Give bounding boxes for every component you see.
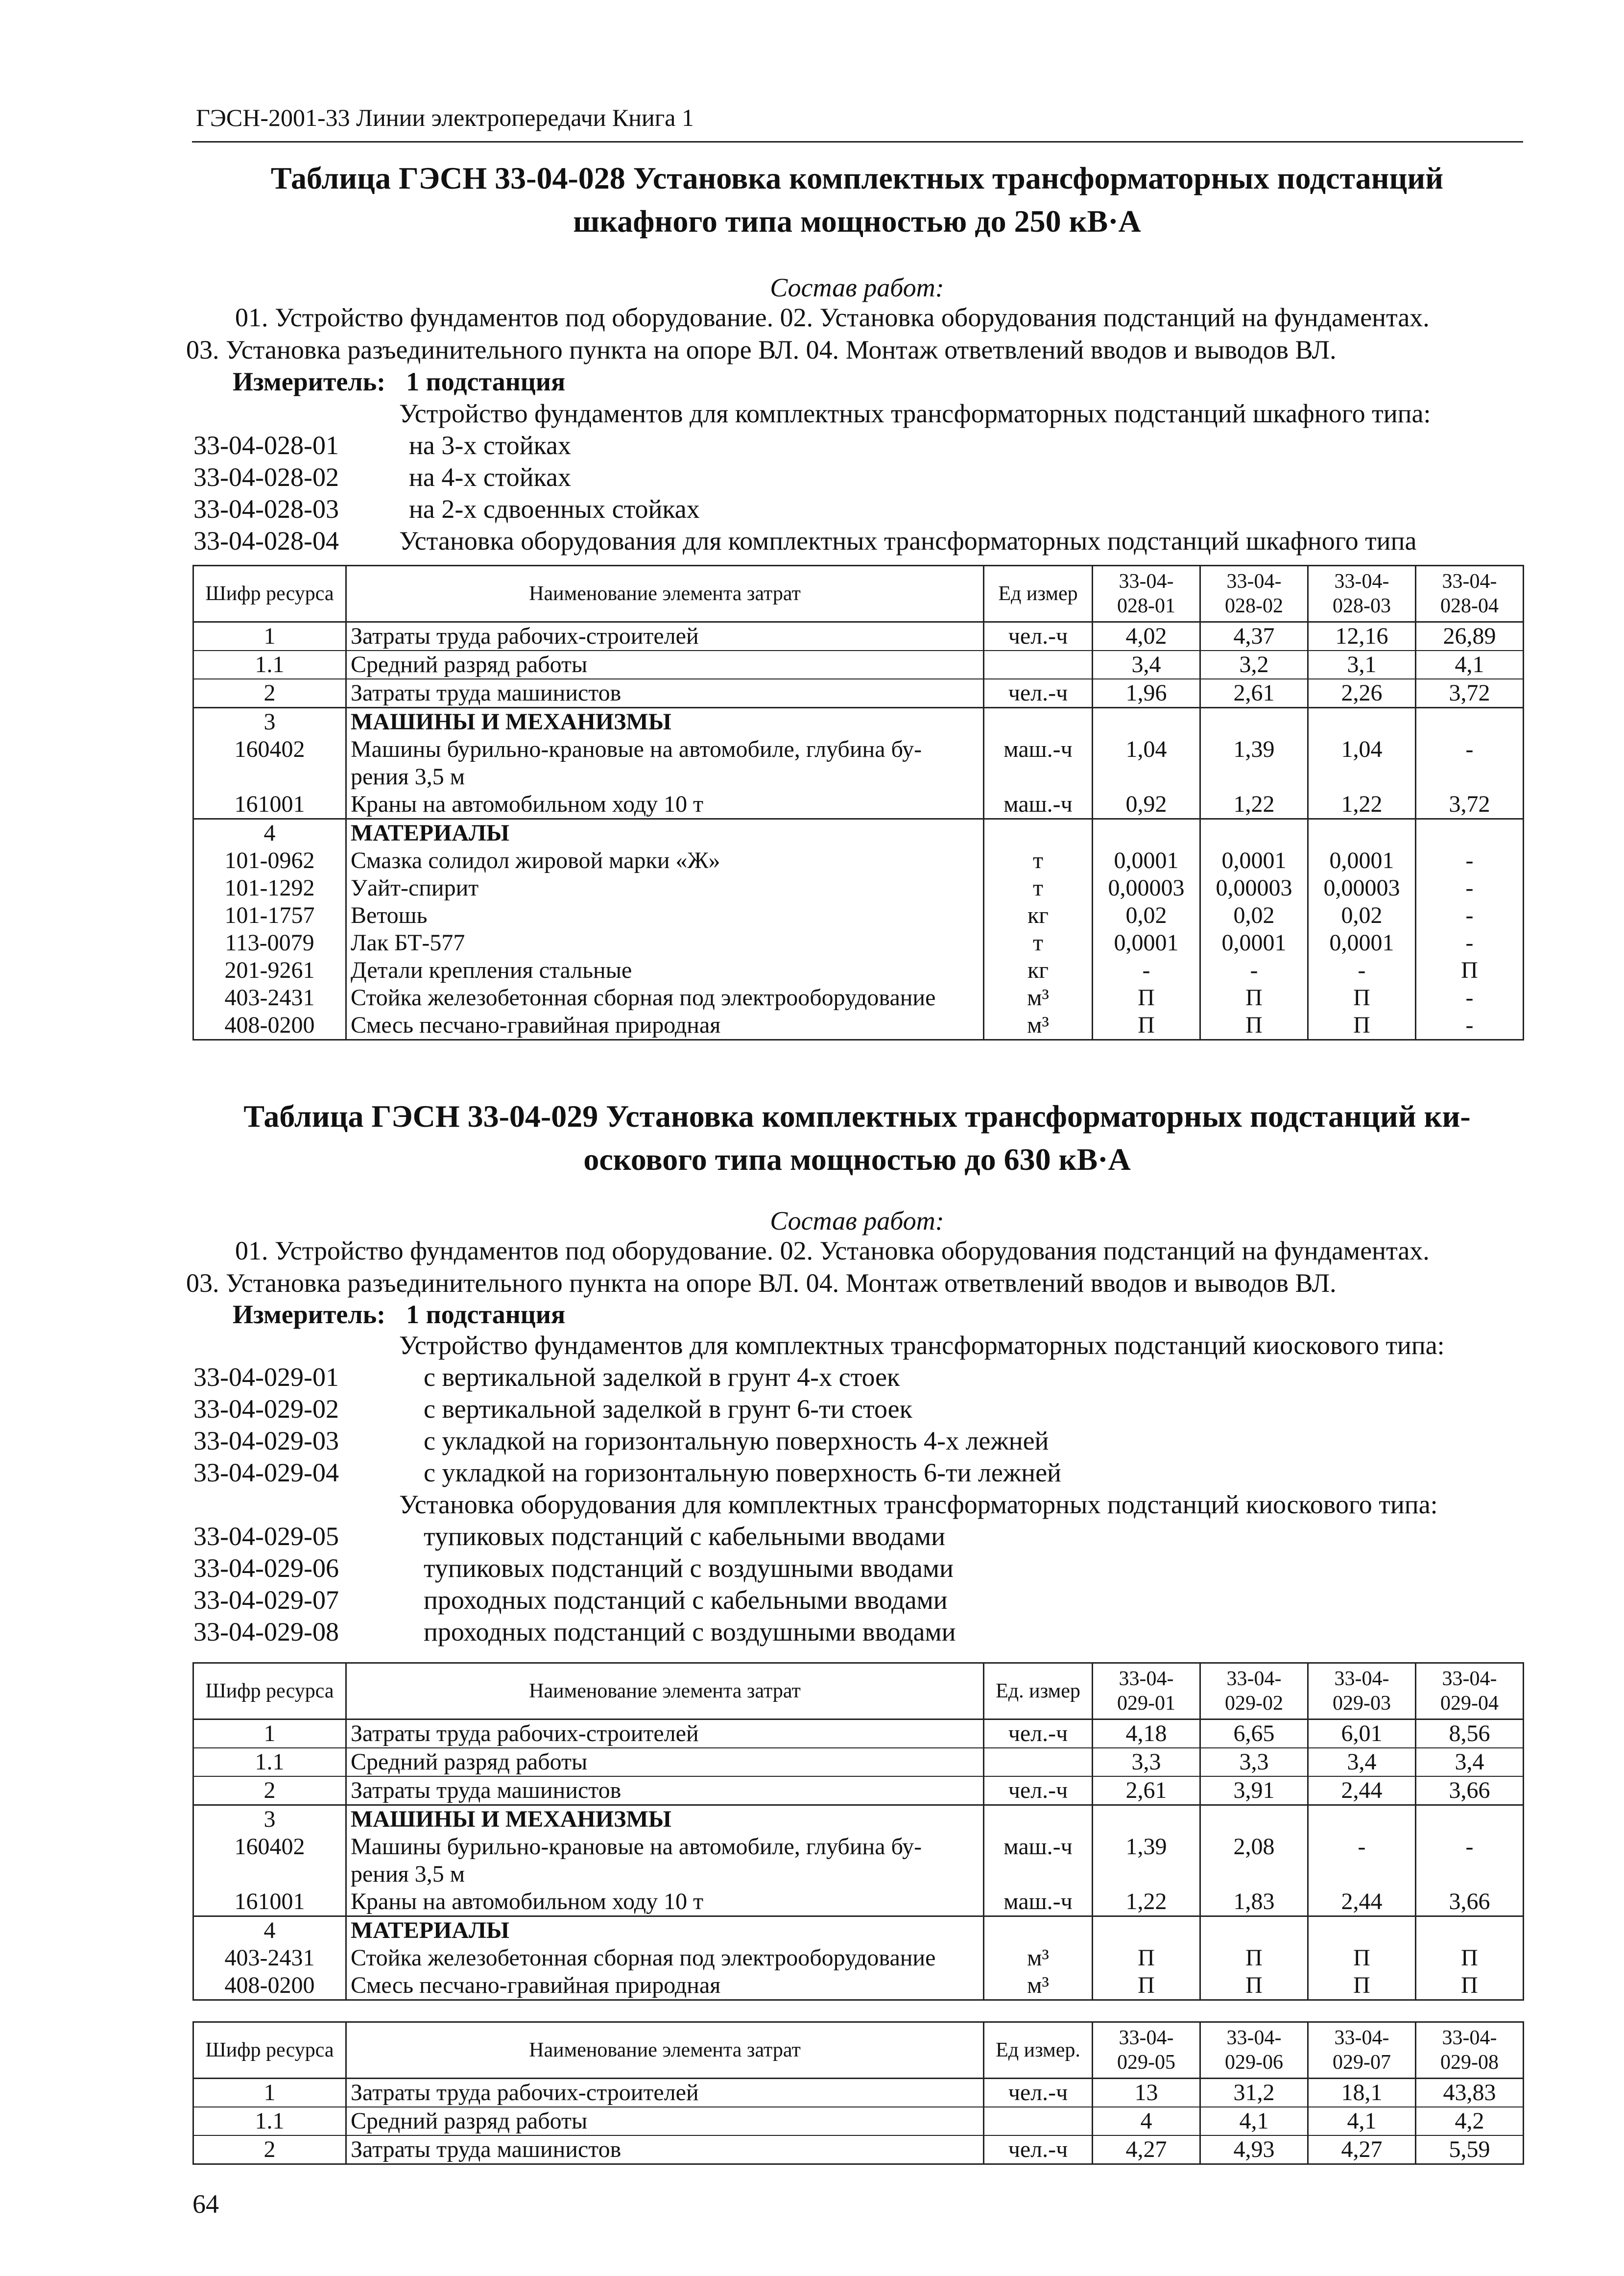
table-028-resources: [192, 565, 1524, 1041]
code-item: [193, 1552, 1526, 1584]
code-item: [193, 525, 1526, 557]
table-028-sostav-line2: 03. Установка разъединительного пункта на опоре ВЛ. 04. Монтаж ответвлений вводов и выводов ВЛ.: [186, 335, 1337, 364]
measure-value: 1 подстанция: [406, 367, 566, 396]
table-029-sostav-text: [186, 1235, 1528, 1299]
col-header-code: Шифр ресурса: [193, 2022, 346, 2079]
table-row: 403-2431 Стойка железобетонная сборная под электрооборудование м³ П П П П: [193, 1944, 1524, 1972]
code-item: [193, 1584, 1526, 1616]
code-item-code: 33-04-029-04: [193, 1458, 339, 1487]
table-028-title-line1: Таблица ГЭСН 33-04-028 Установка комплектных трансформаторных подстанций: [270, 161, 1444, 195]
col-header-norm: 33-04- 029-08: [1416, 2022, 1524, 2079]
code-item-code: 33-04-029-02: [193, 1394, 339, 1424]
code-item: [193, 1361, 1526, 1393]
table-row: 1.1 Средний разряд работы 3,3 3,3 3,4 3,4: [193, 1748, 1524, 1776]
table-header-row: [193, 2022, 1524, 2079]
code-item-desc: тупиковых подстанций с кабельными вводами: [424, 1522, 946, 1551]
code-item-code: 33-04-029-03: [193, 1426, 339, 1455]
code-item-desc: Установка оборудования для комплектных трансформаторных подстанций шкафного типа: [399, 526, 1417, 556]
measure-label: Измеритель:: [233, 1300, 386, 1329]
col-header-norm: 33-04- 029-05: [1093, 2022, 1200, 2079]
code-item-code: 33-04-029-01: [193, 1362, 339, 1392]
col-header-code: Шифр ресурса: [193, 566, 346, 622]
col-header-unit: Ед измер.: [984, 2022, 1093, 2079]
code-item-desc: на 2-х сдвоенных стойках: [409, 494, 700, 524]
table-header-row: [193, 1663, 1524, 1719]
col-header-norm: 33-04- 029-07: [1308, 2022, 1416, 2079]
table-row: 1.1 Средний разряд работы 4 4,1 4,1 4,2: [193, 2107, 1524, 2135]
table-row: 161001 Краны на автомобильном ходу 10 т маш.-ч 0,92 1,22 1,22 3,72: [193, 791, 1524, 819]
table-028-title: [186, 157, 1528, 243]
table-row: 161001 Краны на автомобильном ходу 10 т маш.-ч 1,22 1,83 2,44 3,66: [193, 1888, 1524, 1916]
page-number: 64: [192, 2189, 219, 2219]
header-rule: [192, 141, 1523, 143]
code-item-desc: проходных подстанций с воздушными вводами: [424, 1617, 956, 1646]
col-header-norm: 33-04- 029-03: [1308, 1663, 1416, 1719]
code-item-desc: на 3-х стойках: [409, 431, 571, 460]
col-header-norm: 33-04- 028-01: [1093, 566, 1200, 622]
table-section-row: 3 МАШИНЫ И МЕХАНИЗМЫ: [193, 708, 1524, 736]
table-row: 408-0200 Смесь песчано-гравийная природная м³ П П П -: [193, 1012, 1524, 1040]
table-029-title-line1: Таблица ГЭСН 33-04-029 Установка комплектных трансформаторных подстанций ки-: [243, 1099, 1471, 1134]
table-section-row: 4 МАТЕРИАЛЫ: [193, 819, 1524, 847]
code-item-code: 33-04-029-05: [193, 1522, 339, 1551]
code-item-desc: с вертикальной заделкой в грунт 6-ти стоек: [424, 1394, 912, 1424]
col-header-norm: 33-04- 029-01: [1093, 1663, 1200, 1719]
table-row: 101-1292 Уайт-спирит т 0,00003 0,00003 0,00003 -: [193, 874, 1524, 902]
table-029-measure: [233, 1298, 565, 1331]
code-item-code: 33-04-029-08: [193, 1617, 339, 1646]
table-029-sostav-line2: 03. Установка разъединительного пункта на опоре ВЛ. 04. Монтаж ответвлений вводов и выводов ВЛ.: [186, 1268, 1337, 1298]
col-header-norm: 33-04- 028-04: [1416, 566, 1524, 622]
table-029-resources-1: [192, 1662, 1524, 2001]
code-item-desc: проходных подстанций с кабельными вводами: [424, 1585, 948, 1615]
table-029-title-line2: оскового типа мощностью до 630 кВ·А: [583, 1142, 1131, 1177]
table-028-title-line2: шкафного типа мощностью до 250 кВ·А: [573, 204, 1141, 239]
table-row: 1 Затраты труда рабочих-строителей чел.-ч 4,02 4,37 12,16 26,89: [193, 622, 1524, 651]
col-header-norm: 33-04- 028-02: [1200, 566, 1308, 622]
col-header-unit: Ед измер: [984, 566, 1093, 622]
col-header-norm: 33-04- 029-06: [1200, 2022, 1308, 2079]
code-item-code: 33-04-028-04: [193, 526, 339, 556]
col-header-norm: 33-04- 029-04: [1416, 1663, 1524, 1719]
code-item-desc: тупиковых подстанций с воздушными вводами: [424, 1553, 954, 1583]
code-item-code: 33-04-028-03: [193, 494, 339, 524]
table-row: 403-2431 Стойка железобетонная сборная под электрооборудование м³ П П П -: [193, 984, 1524, 1012]
code-item-code: 33-04-028-02: [193, 462, 339, 492]
table-028-code-list: [193, 398, 1526, 557]
code-item: [193, 461, 1526, 493]
col-header-norm: 33-04- 029-02: [1200, 1663, 1308, 1719]
code-list-subheading: Установка оборудования для комплектных трансформаторных подстанций киоскового типа:: [399, 1490, 1438, 1519]
table-029-sostav-line1: 01. Устройство фундаментов под оборудование. 02. Установка оборудования подстанций на фундаментах.: [235, 1236, 1430, 1265]
table-row: 160402 Машины бурильно-крановые на автомобиле, глубина бу- рения 3,5 м маш.-ч 1,04 1,39 1,04 -: [193, 736, 1524, 791]
code-item: [193, 1457, 1526, 1489]
code-item-desc: на 4-х стойках: [409, 462, 571, 492]
table-row: 2 Затраты труда машинистов чел.-ч 1,96 2,61 2,26 3,72: [193, 679, 1524, 708]
col-header-code: Шифр ресурса: [193, 1663, 346, 1719]
code-item-desc: с вертикальной заделкой в грунт 4-х стоек: [424, 1362, 900, 1392]
code-item-desc: с укладкой на горизонтальную поверхность 4-х лежней: [424, 1426, 1049, 1455]
code-item: [193, 493, 1526, 525]
running-header: ГЭСН-2001-33 Линии электропередачи Книга 1: [196, 104, 694, 131]
table-029-code-list: [193, 1330, 1526, 1648]
measure-value: 1 подстанция: [406, 1300, 566, 1329]
code-item-code: 33-04-029-06: [193, 1553, 339, 1583]
table-row: 201-9261 Детали крепления стальные кг - - - П: [193, 957, 1524, 984]
table-row: 408-0200 Смесь песчано-гравийная природная м³ П П П П: [193, 1972, 1524, 2000]
code-item: [193, 1616, 1526, 1648]
table-section-row: 4 МАТЕРИАЛЫ: [193, 1916, 1524, 1945]
table-row: 2 Затраты труда машинистов чел.-ч 4,27 4,93 4,27 5,59: [193, 2135, 1524, 2164]
table-section-row: 3 МАШИНЫ И МЕХАНИЗМЫ: [193, 1805, 1524, 1834]
table-029-title: [186, 1095, 1528, 1181]
code-item: [193, 430, 1526, 461]
col-header-norm: 33-04- 028-03: [1308, 566, 1416, 622]
code-item-code: 33-04-028-01: [193, 431, 339, 460]
table-028-sostav-line1: 01. Устройство фундаментов под оборудование. 02. Установка оборудования подстанций на фундаментах.: [235, 303, 1430, 332]
col-header-name: Наименование элемента затрат: [346, 566, 984, 622]
table-row: 113-0079 Лак БТ-577 т 0,0001 0,0001 0,0001 -: [193, 929, 1524, 957]
code-item-desc: с укладкой на горизонтальную поверхность 6-ти лежней: [424, 1458, 1061, 1487]
table-028-sostav-text: [186, 301, 1528, 366]
table-029-resources-2: [192, 2021, 1524, 2165]
code-item: [193, 1393, 1526, 1425]
table-row: 101-1757 Ветошь кг 0,02 0,02 0,02 -: [193, 902, 1524, 929]
table-header-row: [193, 566, 1524, 622]
table-029-sostav-label: Состав работ:: [770, 1206, 944, 1235]
table-row: 1 Затраты труда рабочих-строителей чел.-ч 13 31,2 18,1 43,83: [193, 2079, 1524, 2107]
table-row: 101-0962 Смазка солидол жировой марки «Ж» т 0,0001 0,0001 0,0001 -: [193, 847, 1524, 874]
table-row: 1.1 Средний разряд работы 3,4 3,2 3,1 4,1: [193, 651, 1524, 679]
col-header-name: Наименование элемента затрат: [346, 2022, 984, 2079]
col-header-name: Наименование элемента затрат: [346, 1663, 984, 1719]
table-028-sostav-label: Состав работ:: [770, 273, 944, 302]
measure-label: Измеритель:: [233, 367, 386, 396]
table-row: 1 Затраты труда рабочих-строителей чел.-ч 4,18 6,65 6,01 8,56: [193, 1719, 1524, 1748]
table-028-measure: [233, 365, 565, 398]
table-row: 2 Затраты труда машинистов чел.-ч 2,61 3,91 2,44 3,66: [193, 1776, 1524, 1805]
code-list-subheading: Устройство фундаментов для комплектных трансформаторных подстанций киоскового типа:: [399, 1331, 1445, 1360]
table-row: 160402 Машины бурильно-крановые на автомобиле, глубина бу- рения 3,5 м маш.-ч 1,39 2,08 - -: [193, 1833, 1524, 1888]
col-header-unit: Ед. измер: [984, 1663, 1093, 1719]
code-item: [193, 1521, 1526, 1552]
code-item: [193, 1425, 1526, 1457]
code-item-code: 33-04-029-07: [193, 1585, 339, 1615]
code-list-subheading: Устройство фундаментов для комплектных трансформаторных подстанций шкафного типа:: [399, 399, 1431, 428]
